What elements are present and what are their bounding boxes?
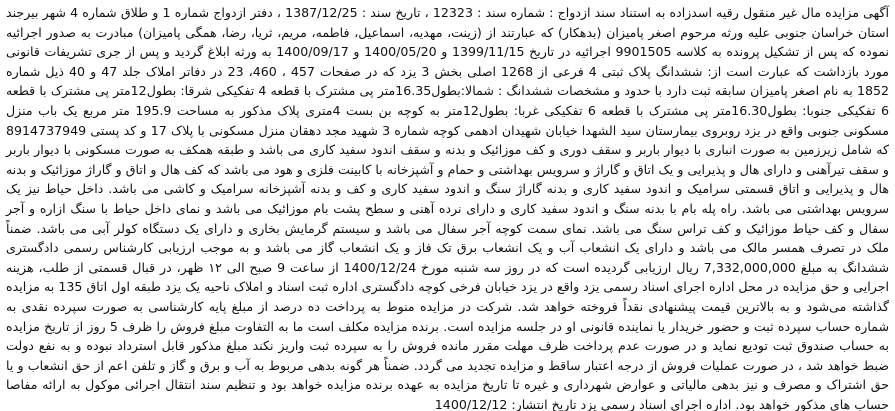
auction-notice-text: آگهی مزایده مال غیر منقول رقیه اسدزاده به استناد سند ازدواج : شماره سند : 12323 ، تاریخ سند : 1387/12/25 ، دفتر ازدواج شماره 1 و طلاق شماره 4 شهر بیرجند استان خراسان جنوبی علیه ورثه مرحوم اصغر پامیزان (بدهکار) که عبارتند از (زینت، مهدیه، اسماعیل، فاطمه، مریم، ثریا، رضا، همگی پامیزان) مبادرت به صدور اجرائیه نموده که پس از تشکیل پرونده به کلاسه 9901505 اجرائیه در تاریخ 1399/11/15 و 1400/05/20 و 1400/09/17 به ورثه ابلاغ گردید و پس از جری تشریفات قانونی مورد بازداشت که عبارت است از: ششدانگ پلاک ثبتی 4 فرعی از 1268 اصلی بخش 3 یزد که در صفحات 457 ، 460، 23 در دفاتر املاک جلد 47 و 40 ذیل شماره 1852 به نام اصغر پامیزان سابقه ثبت دارد با حدود و مشخصات ششدانگ : شمالا:بطول16.35متر پی مشترک با قطعه 4 تفکیکی شرقا: بطول12متر پی مشترک با قطعه 6 تفکیکی جنوبا: بطول16.30متر پی مشترک با قطعه 6 تفکیکی غربا: بطول12متر به کوچه بن بست 4متری پلاک مذکور به مساحت 195.9 متر مربع یک باب منزل مسکونی جنوبی واقع در یزد روبروی بیمارستان سید الشهدا خیابان شهیدان ادهمی کوچه شماره 3 شهید مجد دهقان منزل مسکونی با پلاک 17 و کد پستی 8914737949 که شامل زیرزمین به صورت انباری با دیوار باربر و سقف دوری و کف موزائیک و بدنه و سقف اندود سفید کاری می باشد و طبقه همکف به صورت مسکونی با دیوار باربر و سقف تیرآهنی و دارای هال و پذیرایی و یک اتاق و گاراژ و سرویس بهداشتی و حمام و آشپزخانه با کابینت فلزی و هود می باشد که کف هال و اتاق و گاراژ موزائیک و بدنه هال و پذیرایی و اتاق قسمتی سرامیک و اندود سفید کاری و بدنه گاراژ سنگ و اندود سفید کاری و کف و بدنه آشپزخانه سرامیک و کاشی می باشد. داخل حیاط نیز یک سرویس بهداشتی می باشد. راه پله بام با بدنه سنگ و اندود سفید کاری و دارای نرده آهنی و سطح پشت بام موزائیک می باشد و نمای داخل حیاط با سنگ ازاره و آجر سفال و کف حیاط موزائیک و کف تراس سنگ می باشد. نمای سمت کوچه آجر سفال می باشد و سیستم گرمایش بخاری و دارای یک دستگاه کولر آبی می باشد. ضمناً ملک در تصرف همسر مالک می باشد و دارای یک انشعاب آب و یک انشعاب برق تک فاز و یک انشعاب گاز می باشد و به موجب ارزیابی کارشناس رسمی دادگستری ششدانگ به مبلغ 7,332,000,000 ریال ارزیابی گردیده است که در روز سه شنبه مورخ 1400/12/24 از ساعت 9 صبح الی ۱۲ ظهر، در قبال قسمتی از طلب، هزینه اجرایی و حق مزایده در محل اداره اجرای اسناد رسمی یزد واقع در یزد خیابان فرخی کوچه دادگستری اداره ثبت اسناد و املاک ناحیه یک یزد طبقه اول اتاق 135 به مزایده گذاشته می‌شود و به بالاترین قیمت پیشنهادی نقداً فروخته خواهد شد. شرکت در مزایده منوط به پرداخت ده درصد از مبلغ پایه کارشناسی به صورت سپرده نقدی به شماره حساب سپرده ثبت و حضور خریدار یا نماینده قانونی او در جلسه مزایده است. برنده مزایده مکلف است ما به التفاوت مبلغ فروش را ظرف 5 روز از تاریخ مزایده به حساب صندوق ثبت تودیع نماید و در صورت عدم پرداخت ظرف مهلت مقرر مانده فروش را به سپرده ثبت واریز نکند مبلغ مذکور قابل استرداد نبوده و به نفع دولت ضبط خواهد شد ، در صورت عملیات فروش از درجه اعتبار ساقط و مزایده تجدید می گردد. ضمناً هر گونه بدهی مربوط به آب و برق و گاز و تلفن اعم از حق انشعاب و یا حق اشتراک و مصرف و نیز بدهی مالیاتی و عوارض شهرداری و غیره تا تاریخ مزایده به عهده برنده مزایده خواهد بود و تنظیم سند انتقال اجرائی موکول به ارائه مفاصا حساب های مذکور خواهد بود. اداره اجرای اسناد رسمی یزد تاریخ انتشار: 1400/12/12 bbox=[6, 5, 890, 411]
